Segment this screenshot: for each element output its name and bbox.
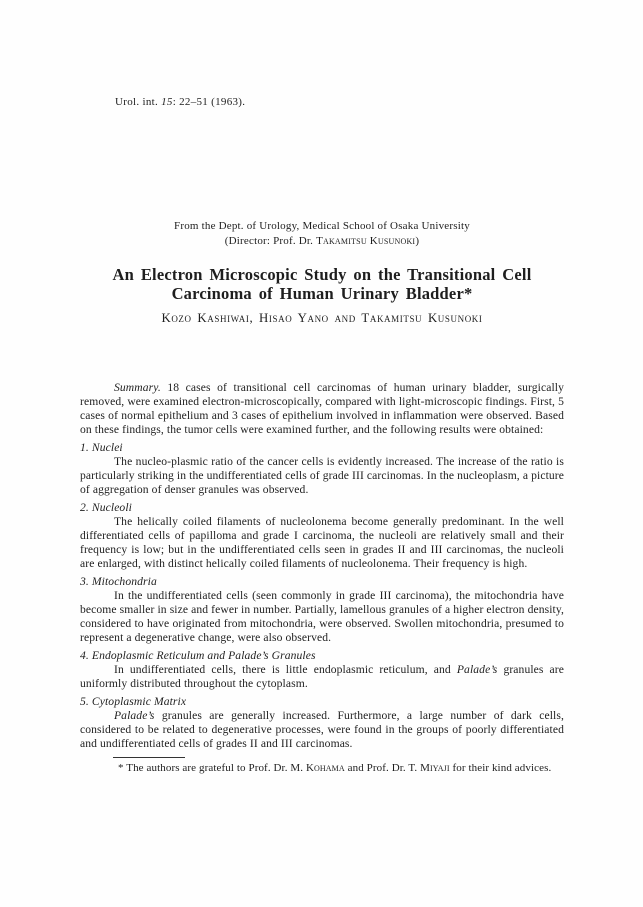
director-line-pre: (Director: Prof. Dr.: [224, 234, 317, 247]
section-4-palades-italic: Palade’s: [456, 663, 498, 676]
section-3-body: In the undifferentiated cells (seen commonly in grade III carcinoma), the mitochondria have become smaller in size and fewer in number. Partially, lamellous granules of a higher electron density, considered to have originated from mitochondria, were observed. Swollen mitochondria, presumed to represent a degenerative change, were also observed.: [80, 589, 564, 644]
footnote-mid: and Prof. Dr. T.: [344, 762, 421, 774]
director-line-post: ): [415, 234, 420, 247]
section-2-body: The helically coiled filaments of nucleolonema become generally predominant. In the well differentiated cells of papilloma and grade I carcinoma, the nucleoli are relatively small and their frequency is low; but in the undifferentiated cells seen in grades II and III carcinomas, the nucleoli are enlarged, with distinct helically coiled filaments of nucleolonema. Their frequency is high.: [80, 515, 564, 570]
section-4-body-post: granules are uniformly distributed throughout the cytoplasm.: [80, 663, 565, 690]
footnote-text: [80, 761, 564, 776]
section-1-body: The nucleo-plasmic ratio of the cancer cells is evidently increased. The increase of the ratio is particularly striking in the undifferentiated cells of grade III carcinomas. In the nucleoplasm, a picture of aggregation of denser granules was observed.: [80, 455, 564, 496]
footnote-post: for their kind advices.: [449, 762, 552, 774]
section-5-heading: 5. Cytoplasmic Matrix: [80, 695, 187, 708]
footnote-name-miyaji: Miyaji: [420, 762, 450, 774]
footnote-rule: [113, 757, 185, 758]
affiliation-line: From the Dept. of Urology, Medical School of Osaka University: [174, 220, 470, 232]
section-4-heading: 4. Endoplasmic Reticulum and Palade’s Granules: [80, 649, 316, 662]
section-3-heading: 3. Mitochondria: [80, 575, 157, 588]
journal-citation-rest: : 22–51 (1963).: [172, 96, 246, 108]
footnote-pre: * The authors are grateful to Prof. Dr. M.: [118, 762, 306, 774]
section-5-palades-italic: Palade’s: [114, 709, 155, 722]
section-4-body-pre: In undifferentiated cells, there is little endoplasmic reticulum, and: [114, 663, 457, 676]
journal-citation-pre: Urol. int.: [115, 96, 162, 108]
summary-text: 18 cases of transitional cell carcinomas of human urinary bladder, surgically removed, were examined electron-microscopically, compared with light-microscopic findings. First, 5 cases of normal epithelium and 3 cases of epithelium involved in inflammation were observed. Based on these findings, the tumor cells were examined further, and the following results were obtained:: [80, 381, 564, 436]
section-5-body: [80, 709, 564, 751]
footnote-name-kohama: Kohama: [306, 762, 345, 774]
authors-line: Kozo Kashiwai, Hisao Yano and Takamitsu Kusunoki: [161, 311, 483, 325]
paper-title: [80, 265, 564, 303]
title-line-2: Carcinoma of Human Urinary Bladder*: [171, 284, 473, 303]
summary-label: Summary.: [114, 381, 161, 394]
summary-paragraph: [80, 381, 564, 437]
title-line-1: An Electron Microscopic Study on the Transitional Cell: [112, 265, 532, 284]
journal-citation: [80, 96, 564, 108]
section-1-heading: 1. Nuclei: [80, 441, 123, 454]
director-name: Takamitsu Kusunoki: [316, 234, 416, 247]
section-5-body-post: granules are generally increased. Furthermore, a large number of dark cells, considered to be related to degenerative processes, were found in the groups of poorly differentiated and undifferentiated cells of grades II and III carcinomas.: [80, 709, 564, 750]
section-4-body: [80, 663, 564, 691]
affiliation: [80, 219, 564, 248]
text-column: [80, 96, 564, 776]
journal-volume: 15: [161, 96, 173, 108]
director-line: [80, 234, 564, 249]
section-2-heading: 2. Nucleoli: [80, 501, 132, 514]
